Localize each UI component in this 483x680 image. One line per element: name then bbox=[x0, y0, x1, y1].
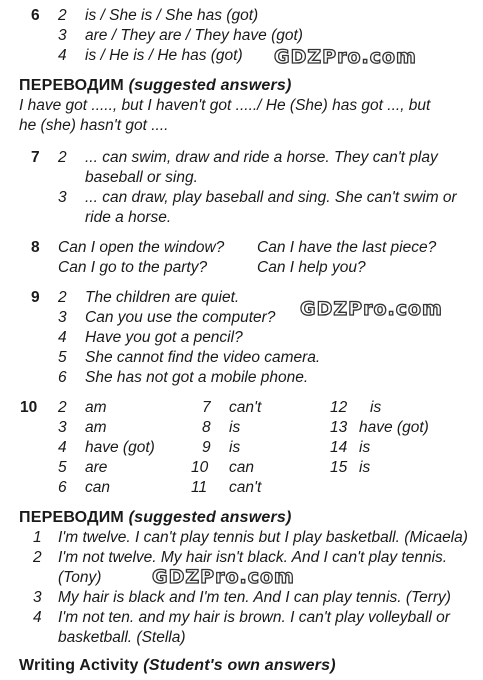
answer-text: can bbox=[85, 479, 110, 496]
answer-text: is bbox=[370, 399, 382, 416]
list-item-number: 7 bbox=[202, 399, 211, 416]
list-item-number: 4 bbox=[58, 439, 67, 456]
answer-text: Can I have the last piece? bbox=[257, 239, 437, 256]
answer-text: Can I go to the party? bbox=[58, 259, 208, 276]
list-item-number: 8 bbox=[202, 419, 211, 436]
answer-text: Have you got a pencil? bbox=[85, 329, 243, 346]
heading-note: (suggested answers) bbox=[123, 509, 292, 526]
answer-text: ... can draw, play baseball and sing. She can't swim or bbox=[85, 189, 457, 206]
list-item-number: 11 bbox=[191, 479, 208, 496]
exercise-8-number: 8 bbox=[31, 239, 40, 256]
section-heading bbox=[19, 76, 292, 95]
answer-text: baseball or sing. bbox=[85, 169, 198, 186]
exercise-7-number: 7 bbox=[31, 149, 40, 166]
answer-text: Can I help you? bbox=[257, 259, 366, 276]
answer-text: is bbox=[229, 419, 241, 436]
list-item-number: 4 bbox=[33, 609, 42, 626]
list-item-number: 2 bbox=[58, 149, 67, 166]
watermark-logo: GDZPro.com bbox=[300, 298, 443, 320]
list-item-number: 2 bbox=[33, 549, 42, 566]
heading-bold: Writing Activity bbox=[19, 657, 139, 674]
list-item-number: 3 bbox=[58, 189, 67, 206]
list-item-number: 13 bbox=[330, 419, 348, 436]
answer-text: have (got) bbox=[85, 439, 155, 456]
answer-text: She has not got a mobile phone. bbox=[85, 369, 309, 386]
answer-text: are bbox=[85, 459, 108, 476]
answer-text: I'm not twelve. My hair isn't black. And I can't play tennis. bbox=[58, 549, 448, 566]
list-item-number: 4 bbox=[58, 47, 67, 64]
list-item-number: 3 bbox=[58, 309, 67, 326]
answer-text: are / They are / They have (got) bbox=[85, 27, 303, 44]
list-item-number: 9 bbox=[202, 439, 211, 456]
list-item-number: 3 bbox=[58, 27, 67, 44]
answer-text: basketball. (Stella) bbox=[58, 629, 186, 646]
answer-text: ... can swim, draw and ride a horse. They can't play bbox=[85, 149, 438, 166]
answer-text: ride a horse. bbox=[85, 209, 172, 226]
list-item-number: 10 bbox=[191, 459, 209, 476]
answer-text: I have got ....., but I haven't got ...../ He (She) has got ..., but bbox=[19, 97, 431, 114]
answer-text: have (got) bbox=[359, 419, 429, 436]
answer-text: Can you use the computer? bbox=[85, 309, 276, 326]
answer-text: She cannot find the video camera. bbox=[85, 349, 321, 366]
list-item-number: 14 bbox=[330, 439, 348, 456]
answer-text: can't bbox=[229, 399, 262, 416]
list-item-number: 5 bbox=[58, 349, 67, 366]
list-item-number: 2 bbox=[58, 289, 67, 306]
answer-text: he (she) hasn't got .... bbox=[19, 117, 169, 134]
exercise-6-number: 6 bbox=[31, 7, 40, 24]
answer-text: is bbox=[359, 439, 371, 456]
answer-text: is / She is / She has (got) bbox=[85, 7, 259, 24]
list-item-number: 4 bbox=[58, 329, 67, 346]
answer-text: can bbox=[229, 459, 254, 476]
section-heading bbox=[19, 656, 336, 675]
answer-text: is / He is / He has (got) bbox=[85, 47, 243, 64]
answer-text: The children are quiet. bbox=[85, 289, 240, 306]
list-item-number: 5 bbox=[58, 459, 67, 476]
list-item-number: 2 bbox=[58, 399, 67, 416]
answer-text: I'm twelve. I can't play tennis but I play basketball. (Micaela) bbox=[58, 529, 468, 546]
watermark-logo: GDZPro.com bbox=[152, 566, 295, 588]
heading-bold: ПЕРЕВОДИМ bbox=[19, 77, 124, 94]
answer-text: I'm not ten. and my hair is brown. I can't play volleyball or bbox=[58, 609, 450, 626]
answer-text: My hair is black and I'm ten. And I can play tennis. (Terry) bbox=[58, 589, 451, 606]
answer-text: (Tony) bbox=[58, 569, 102, 586]
list-item-number: 3 bbox=[58, 419, 67, 436]
list-item-number: 1 bbox=[33, 529, 42, 546]
heading-bold: ПЕРЕВОДИМ bbox=[19, 509, 124, 526]
list-item-number: 6 bbox=[58, 369, 67, 386]
list-item-number: 15 bbox=[330, 459, 348, 476]
answer-text: am bbox=[85, 399, 107, 416]
answer-text: can't bbox=[229, 479, 262, 496]
section-heading bbox=[19, 508, 292, 527]
answer-text: is bbox=[359, 459, 371, 476]
list-item-number: 12 bbox=[330, 399, 348, 416]
list-item-number: 3 bbox=[33, 589, 42, 606]
heading-note: (suggested answers) bbox=[123, 77, 292, 94]
exercise-10-number: 10 bbox=[20, 399, 38, 416]
watermark-logo: GDZPro.com bbox=[274, 46, 417, 68]
answer-text: am bbox=[85, 419, 107, 436]
exercise-9-number: 9 bbox=[31, 289, 40, 306]
answer-text: Can I open the window? bbox=[58, 239, 225, 256]
heading-note: (Student's own answers) bbox=[138, 657, 336, 674]
list-item-number: 2 bbox=[58, 7, 67, 24]
answer-text: is bbox=[229, 439, 241, 456]
list-item-number: 6 bbox=[58, 479, 67, 496]
